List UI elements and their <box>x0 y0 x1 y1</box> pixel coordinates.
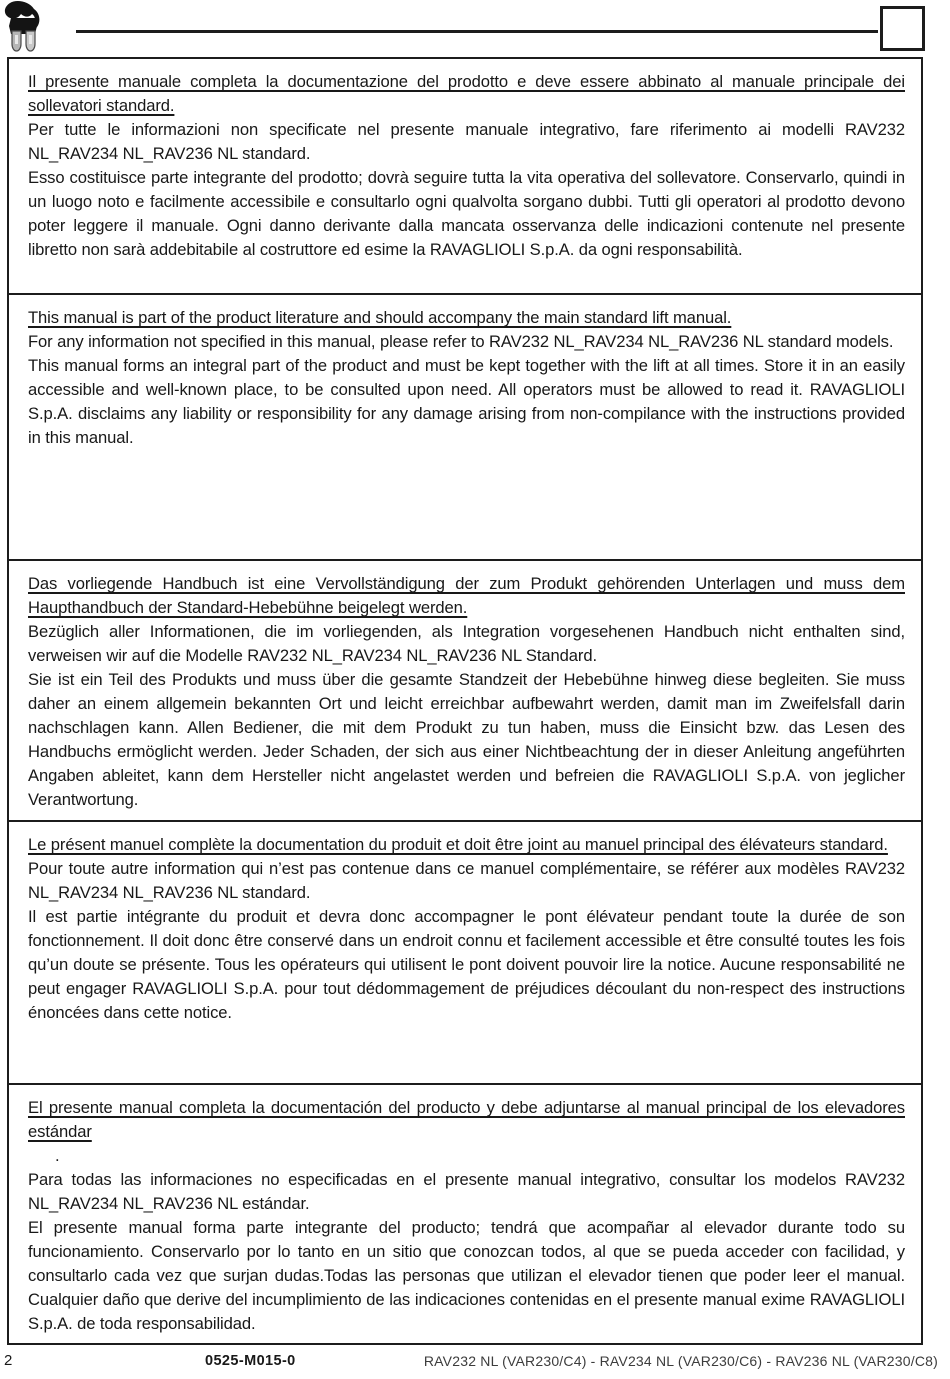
german-paragraph: Bezüglich aller Informationen, die im vorliegenden, als Integration vorgesehenen Handbuch nicht enthalten sind, verweisen wir auf die Modelle RAV232 NL_RAV234 NL_RAV236 NL Standard. <box>28 622 905 665</box>
spanish-paragraph: El presente manual forma parte integrante del producto; tendrá que acompañar al elevador durante todo su funcionamiento. Conservarlo por lo tanto en un sitio que conozcan todos, al que se pueda acceder con facilidad, y consultarlo cada vez que surjan dudas.Todas las personas que utilizan el elevador tienen que poder leer el manual. Cualquier daño que derive del incumplimiento de las indicaciones contenidas en el presente manual exime RAVAGLIOLI S.p.A. de toda responsabilidad. <box>28 1218 905 1333</box>
italian-lead-paragraph: Il presente manuale completa la documentazione del prodotto e deve essere abbinato al manuale principale dei sollevatori standard. <box>28 72 905 115</box>
french-paragraph: Pour toute autre information qui n’est pas contenue dans ce manuel complémentaire, se référer aux modèles RAV232 NL_RAV234 NL_RAV236 NL standard. <box>28 859 905 902</box>
french-paragraph: Il est partie intégrante du produit et devra donc accompagner le pont élévateur pendant toute la durée de son fonctionnement. Il doit donc être conservé dans un endroit connu et facilement accessible et être consulté toutes les fois qu’un doute se présente. Tous les opérateurs qui utilisent le pont doivent pouvoir lire la notice. Aucune responsabilité ne peut engager RAVAGLIOLI S.p.A. pour tout dédommagement de préjudices découlant du non-respect des instructions énoncées dans cette notice. <box>28 907 905 1022</box>
german-paragraph: Sie ist ein Teil des Produkts und muss über die gesamte Standzeit der Hebebühne hinweg diese begleiten. Sie muss daher an einem allgemein bekannten Ort und leicht erreichbar aufbewahrt werden, damit man im Zweifelsfall darin nachschlagen kann. Allen Bediener, die mit dem Produkt zu tun haben, muss die Einsicht bzw. das Lesen des Handbuchs ermöglicht werden. Jeder Schaden, der sich aus einer Nichtbeachtung der in dieser Anleitung angeführten Angaben ableitet, kann dem Hersteller nicht angelastet werden und befreien die RAVAGLIOLI S.p.A. von jeglicher Verantwortung. <box>28 670 905 809</box>
content-table <box>7 57 923 1345</box>
german-lead-paragraph: Das vorliegende Handbuch ist eine Vervollständigung der zum Produkt gehörenden Unterlagen und muss dem Haupthandbuch der Standard-Hebebühne beigelegt werden. <box>28 574 905 617</box>
header-rule <box>76 30 878 33</box>
spanish-paragraph: Para todas las informaciones no especificadas en el presente manual integrativo, consultar los modelos RAV232 NL_RAV234 NL_RAV236 NL estándar. <box>28 1170 905 1213</box>
french-lead-paragraph: Le présent manuel complète la documentation du produit et doit être joint au manuel principal des élévateurs standard. <box>28 835 888 854</box>
page-number: 2 <box>4 1352 13 1369</box>
spanish-lead-period: . <box>55 1146 60 1165</box>
english-paragraph: For any information not specified in this manual, please refer to RAV232 NL_RAV234 NL_RAV236 NL standard models. <box>28 332 894 351</box>
italian-paragraph: Per tutte le informazioni non specificate nel presente manuale integrativo, fare riferimento ai modelli RAV232 NL_RAV234 NL_RAV236 NL standard. <box>28 120 905 163</box>
section-spanish <box>9 1083 921 1343</box>
section-english <box>9 293 921 559</box>
section-german <box>9 559 921 820</box>
section-french <box>9 820 921 1083</box>
header-empty-box <box>880 6 925 51</box>
document-code: 0525-M015-0 <box>205 1353 296 1369</box>
model-list: RAV232 NL (VAR230/C4) - RAV234 NL (VAR230/C6) - RAV236 NL (VAR230/C8) <box>423 1353 938 1369</box>
italian-paragraph: Esso costituisce parte integrante del prodotto; dovrà seguire tutta la vita operativa del sollevatore. Conservarlo, quindi in un luogo noto e facilmente accessibile e consultarlo ogni qualvolta sorgano dubbi. Tutti gli operatori al prodotto devono poter leggere il manuale. Ogni danno derivante dalla mancata osservanza delle indicazioni contenute nel presente libretto non sarà addebitabile al costruttore ed esime la RAVAGLIOLI S.p.A. da ogni responsabilità. <box>28 168 905 259</box>
english-paragraph: This manual forms an integral part of the product and must be kept together with the lift at all times. Store it in an easily accessible and well-known place, to be consulted upon need. All operators must be allowed to read it. RAVAGLIOLI S.p.A. disclaims any liability or responsibility for any damage arising from non-compilance with the instructions provided in this manual. <box>28 356 905 447</box>
ravaglioli-ram-logo-icon <box>2 1 48 55</box>
english-lead-paragraph: This manual is part of the product literature and should accompany the main standard lift manual. <box>28 308 732 327</box>
section-italian <box>9 59 921 293</box>
spanish-lead-paragraph: El presente manual completa la documentación del producto y debe adjuntarse al manual principal de los elevadores estándar <box>28 1098 905 1141</box>
